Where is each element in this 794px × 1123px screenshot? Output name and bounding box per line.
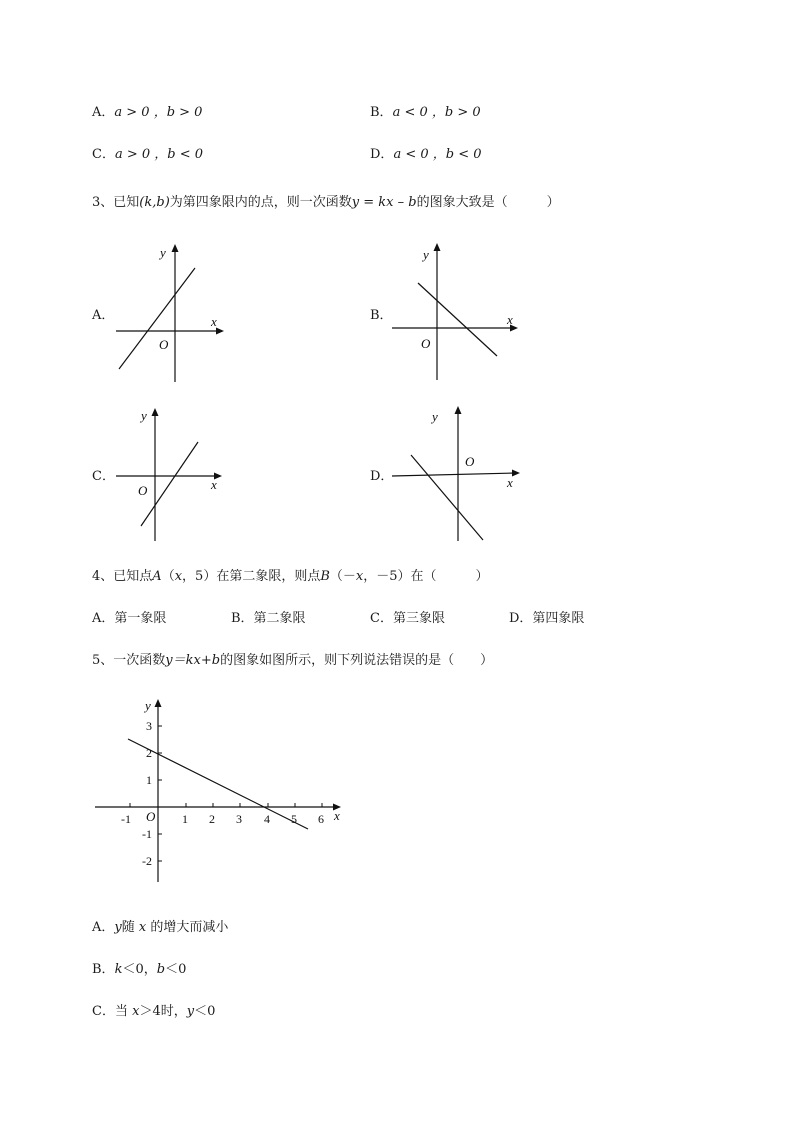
function-expression: y = kx – b bbox=[351, 195, 417, 210]
y-axis-label: y bbox=[423, 247, 429, 262]
x-tick-label: 2 bbox=[209, 812, 215, 826]
option-letter: A． bbox=[92, 105, 115, 120]
q3-option-a-label: A． bbox=[92, 308, 115, 323]
q5-option-a: A．y随 x 的增大而减小 bbox=[92, 920, 229, 935]
x-axis-label: x bbox=[334, 808, 340, 823]
question-number: 5、 bbox=[92, 653, 114, 668]
option-letter: D． bbox=[370, 147, 394, 162]
y-axis-label: y bbox=[432, 409, 438, 424]
point-kb: (k,b) bbox=[139, 195, 170, 210]
origin-label: O bbox=[159, 337, 169, 352]
origin-label: O bbox=[146, 809, 156, 824]
q4-option-b: B．第二象限 bbox=[231, 611, 306, 626]
q5-option-b: B．k＜0，b＜0 bbox=[92, 962, 187, 977]
option-text: a > 0 ，b > 0 bbox=[114, 105, 203, 120]
option-text: a < 0 ，b > 0 bbox=[392, 105, 481, 120]
origin-label: O bbox=[138, 483, 148, 498]
x-tick-label: 6 bbox=[318, 812, 324, 826]
option-letter: B． bbox=[370, 105, 393, 120]
x-tick-label: -1 bbox=[121, 812, 131, 826]
y-tick-label: 1 bbox=[146, 773, 152, 787]
x-axis-label: x bbox=[507, 475, 513, 490]
tick-marks bbox=[130, 726, 322, 861]
y-tick-label: 3 bbox=[146, 719, 152, 733]
q3-option-b-label: B． bbox=[370, 308, 393, 323]
y-axis-arrow-icon bbox=[155, 699, 162, 707]
origin-label: O bbox=[421, 336, 431, 351]
y-axis-label: y bbox=[160, 245, 166, 260]
option-text: a > 0 ，b < 0 bbox=[114, 147, 204, 162]
y-axis-label: y bbox=[141, 408, 147, 423]
y-tick-label: -2 bbox=[142, 854, 152, 868]
question-number: 3、 bbox=[92, 195, 114, 210]
function-expression: y＝kx+b bbox=[165, 653, 221, 668]
q5-stem: 5、一次函数y＝kx+b的图象如图所示，则下列说法错误的是（ ） bbox=[92, 653, 494, 668]
x-tick-label: 5 bbox=[291, 812, 297, 826]
option-text: a < 0 ，b < 0 bbox=[393, 147, 482, 162]
q4-option-c: C．第三象限 bbox=[370, 611, 445, 626]
q3-option-d-label: D． bbox=[370, 469, 394, 484]
q4-stem: 4、已知点A（x，5）在第二象限，则点B（－x，－5）在（ ） bbox=[92, 569, 489, 584]
question-number: 4、 bbox=[92, 569, 114, 584]
q3-option-c-label: C． bbox=[92, 469, 115, 484]
x-tick-label: 4 bbox=[264, 812, 270, 826]
x-axis-label: x bbox=[507, 312, 513, 327]
option-letter: C． bbox=[92, 147, 115, 162]
origin-label: O bbox=[465, 454, 475, 469]
x-axis-label: x bbox=[211, 477, 217, 492]
x-tick-label: 1 bbox=[182, 812, 188, 826]
x-axis-label: x bbox=[211, 314, 217, 329]
y-tick-label: 2 bbox=[146, 746, 152, 760]
q5-option-c: C．当 x＞4时，y＜0 bbox=[92, 1004, 216, 1019]
y-tick-label: -1 bbox=[142, 827, 152, 841]
q4-option-d: D．第四象限 bbox=[509, 611, 585, 626]
x-tick-label: 3 bbox=[236, 812, 242, 826]
y-axis-label: y bbox=[145, 698, 151, 713]
q3-stem: 3、已知(k,b)为第四象限内的点，则一次函数y = kx – b的图象大致是（ ） bbox=[92, 195, 560, 210]
q4-option-a: A．第一象限 bbox=[92, 611, 167, 626]
